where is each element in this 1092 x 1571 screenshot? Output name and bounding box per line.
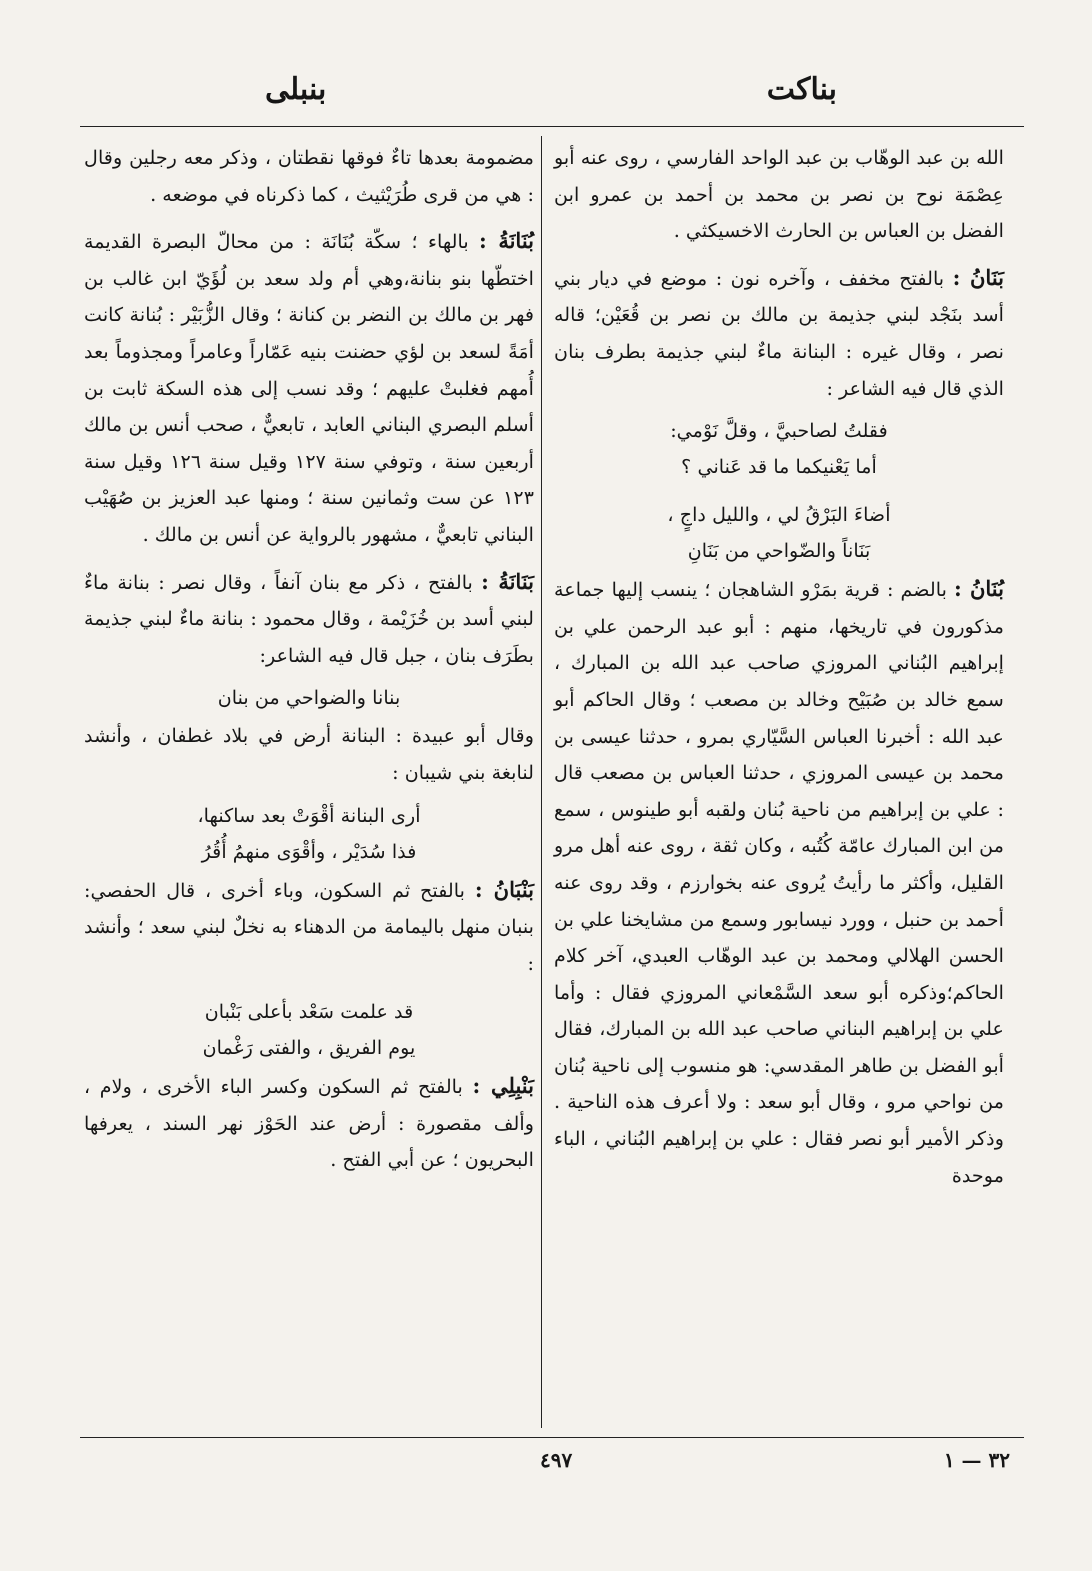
footer-rule	[80, 1437, 1024, 1438]
header-rule	[80, 126, 1024, 127]
verse-line: بنانا والضواحي من بنان	[217, 686, 401, 710]
entry-headword: بَنْبِلِي :	[472, 1073, 534, 1099]
verse-line: أضاءَ البَرْقُ لي ، والليل داجٍ ،	[667, 503, 891, 527]
entry-body: بالفتح مخفف ، وآخره نون : موضع في ديار بني أسد بنَجْد لبني جذيمة بن مالك بن نصر بن قُعَيْن؛ قاله نصر ، وقال غيره : البنانة ماءٌ لبني جذيمة بطرف بنان الذي قال فيه الشاعر :	[554, 266, 1004, 400]
verse-line: بَنَاناً والضّواحي من بَنَانِ	[687, 539, 871, 563]
entry-paragraph: وقال أبو عبيدة : البنانة أرض في بلاد غطفان ، وأنشد لنابغة بني شيبان :	[84, 724, 534, 784]
entry-headword: بَنَانُ :	[952, 264, 1004, 290]
right-column	[554, 140, 1004, 1194]
entry-body: بالضم : قرية بمَرْو الشاهجان ؛ ينسب إليها جماعة مذكورون في تاريخها، منهم : أبو عبد الرحمن علي بن إبراهيم البُناني المروزي صاحب عبد الله بن المبارك ، سمع خالد بن صُبَيْح وخالد بن مصعب ؛ وقال الحاكم أبو عبد الله : أخبرنا العباس السَّيّاري بمرو ، حدثنا عيسى بن محمد بن عيسى المروزي ، حدثنا العباس بن مصعب قال : علي بن إبراهيم من ناحية بُنان ولقبه أبو طينوس ، سمع من ابن المبارك عامّة كُتُبه ، وكان ثقة ، روى عنه أهل مرو القليل، وأكثر ما رأيتُ يُروى عنه بخوارزم ، وقد روى عنه أحمد بن حنبل ، وورد نيسابور وسمع من مشايخنا علي بن الحسن الهلالي ومحمد بن عبد الوهّاب العبدي، آخر كلام الحاكم؛وذكره أبو سعد السَّمْعاني المروزي فقال : وأما علي بن إبراهيم البناني صاحب عبد الله بن المبارك، فقال أبو الفضل بن طاهر المقدسي: هو منسوب إلى ناحية بُنان من نواحي مرو ، وقال أبو سعد : ولا أعرف هذه الناحية . وذكر الأمير أبو نصر فقال : علي بن إبراهيم البُناني ، الباء موحدة	[554, 578, 1004, 1187]
verse-line: فقلتُ لصاحبيَّ ، وقلَّ نَوْمي:	[670, 419, 888, 443]
verse-line: فذا سُدَيْر ، وأقْوَى منهمُ أُقُرُ	[201, 839, 417, 863]
entry-headword: بُنَانَةُ :	[479, 228, 534, 254]
verse-line: قد علمت سَعْد بأعلى بَنْبان	[204, 1000, 414, 1024]
running-head-right: بناكت	[766, 72, 837, 107]
verse-block	[84, 994, 534, 1066]
entry-body: بالفتح ثم السكون، وباء أخرى ، قال الحفصي: بنبان منهل باليمامة من الدهناء به نخلٌ لبني سعد ؛ وأنشد :	[84, 878, 534, 975]
entry-banbili	[84, 1068, 534, 1179]
entry-continuation: مضمومة بعدها تاءٌ فوقها نقطتان ، وذكر معه رجلين وقال : هي من قرى طُرَيْثيث ، كما ذكرناه في موضعه .	[84, 146, 534, 206]
verse-block	[84, 680, 534, 716]
entry-headword: بُنَانُ :	[953, 576, 1004, 602]
verse-line: يوم الفريق ، والفتى رَغْمان	[202, 1036, 416, 1060]
verse-block	[554, 413, 1004, 485]
running-head-left: بنبلى	[265, 72, 327, 107]
entry-bunana	[84, 223, 534, 553]
verse-block	[84, 798, 534, 870]
entry-banana	[84, 564, 534, 675]
entry-body: بالفتح ، ذكر مع بنان آنفاً ، وقال نصر : بنانة ماءٌ لبني أسد بن خُزَيْمة ، وقال محمود : بنانة ماءٌ لبني جذيمة بطَرَف بنان ، جبل قال فيه الشاعر:	[84, 570, 534, 667]
verse-line: أرى البنانة أقْوَتْ بعد ساكنها،	[197, 803, 421, 827]
verse-block	[554, 497, 1004, 569]
column-divider	[541, 136, 542, 1428]
page-number: ٤٩٧	[540, 1448, 573, 1472]
entry-body: بالهاء ؛ سكّة بُنَانَة : من محالّ البصرة القديمة اختطّها بنو بنانة،وهي أم ولد سعد بن لُؤَيّ ابن غالب بن فهر بن مالك بن النضر بن كنانة ؛ وقال الزُّبَيْر : بُنانة كانت أمَةً لسعد بن لؤي حضنت بنيه عَمّاراً وعامراً ومجذوماً بعد أُمهم فغلبتْ عليهم ؛ وقد نسب إلى هذه السكة ثابت بن أسلم البصري البناني العابد ، تابعيٌّ ، صحب أنس بن مالك أربعين سنة ، وتوفي سنة ١٢٧ وقيل سنة ١٢٦ وقيل سنة ١٢٣ عن ست وثمانين سنة ؛ ومنها عبد العزيز بن صُهَيْب البناني تابعيٌّ ، مشهور بالرواية عن أنس بن مالك .	[84, 230, 534, 546]
entry-banan	[554, 260, 1004, 407]
entry-bunan	[554, 571, 1004, 1194]
entry-headword: بَنْبَانُ :	[474, 876, 534, 902]
entry-body: بالفتح ثم السكون وكسر الباء الأخرى ، ولام ، وألف مقصورة : أرض عند الحَوْز نهر السند ، يعرفها البحريون ؛ عن أبي الفتح .	[84, 1075, 534, 1172]
signature-mark: ٣٢ — ١	[943, 1448, 1010, 1472]
left-column	[84, 140, 534, 1179]
entry-continuation: الله بن عبد الوهّاب بن عبد الواحد الفارسي ، روى عنه أبو عِصْمَة نوح بن نصر بن محمد بن أحمد بن عمرو ابن الفضل بن العباس بن الحارث الاخسيكثي .	[554, 146, 1004, 243]
entry-banban	[84, 872, 534, 983]
verse-line: أما يَعْنيكما ما قد عَناني ؟	[681, 455, 877, 479]
entry-headword: بَنَانَةُ :	[481, 568, 535, 594]
